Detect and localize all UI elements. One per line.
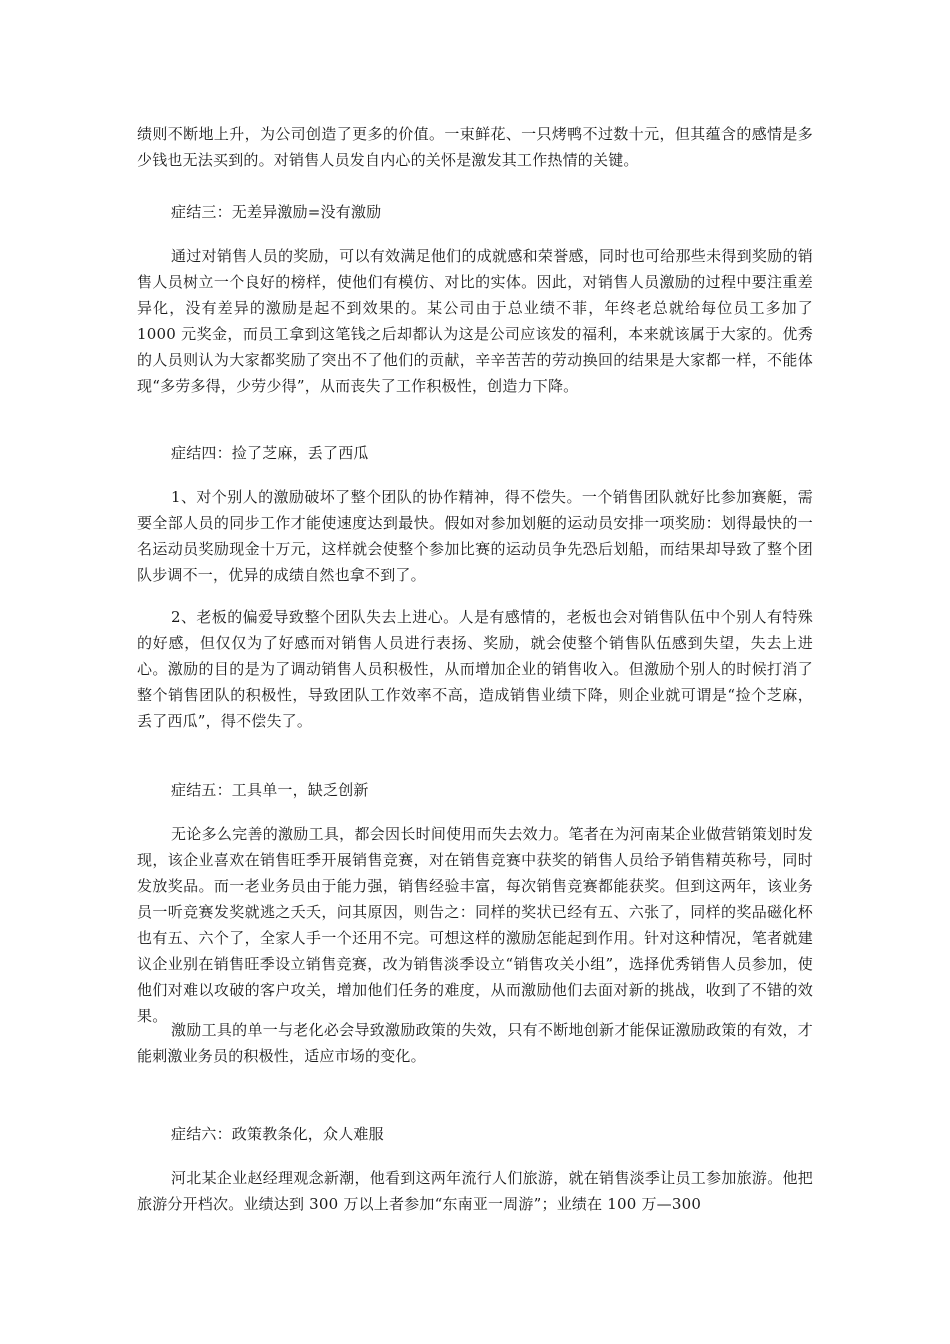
section-3-heading-block [137,199,813,225]
section-5-body-1-block [137,821,813,1029]
section-6-body-block [137,1165,813,1217]
paragraph-section-5-main: 无论多么完善的激励工具，都会因长时间使用而失去效力。笔者在为河南某企业做营销策划时发现，该企业喜欢在销售旺季开展销售竞赛，对在销售竞赛中获奖的销售人员给予销售精英称号，同时发放奖品。而一老业务员由于能力强，销售经验丰富，每次销售竞赛都能获奖。但到这两年，该业务员一听竞赛发奖就逃之夭夭，问其原因，则告之：同样的奖状已经有五、六张了，同样的奖品磁化杯也有五、六个了，全家人手一个还用不完。可想这样的激励怎能起到作用。针对这种情况，笔者就建议企业别在销售旺季设立销售竞赛，改为销售淡季设立“销售攻关小组”，选择优秀销售人员参加，使他们对难以攻破的客户攻关，增加他们任务的难度，从而激励他们去面对新的挑战，收到了不错的效果。 [137,825,813,1025]
section-4-body-2-block [137,604,813,734]
section-4-heading-block [137,440,813,466]
heading-section-3: 症结三：无差异激励=没有激励 [171,203,382,221]
intro-tail-block [137,121,813,173]
section-6-heading-block [137,1121,813,1147]
heading-section-5: 症结五：工具单一，缺乏创新 [171,781,369,799]
paragraph-section-4-item-1: 1、对个别人的激励破坏了整个团队的协作精神，得不偿失。一个销售团队就好比参加赛艇，需要全部人员的同步工作才能使速度达到最快。假如对参加划艇的运动员安排一项奖励：划得最快的一名运动员奖励现金十万元，这样就会使整个参加比赛的运动员争先恐后划船，而结果却导致了整个团队步调不一，优异的成绩自然也拿不到了。 [137,488,813,584]
paragraph-section-4-item-2: 2、老板的偏爱导致整个团队失去上进心。人是有感情的，老板也会对销售队伍中个别人有特殊的好感，但仅仅为了好感而对销售人员进行表扬、奖励，就会使整个销售队伍感到失望，失去上进心。激励的目的是为了调动销售人员积极性，从而增加企业的销售收入。但激励个别人的时候打消了整个销售团队的积极性，导致团队工作效率不高，造成销售业绩下降，则企业就可谓是“捡个芝麻，丢了西瓜”，得不偿失了。 [137,608,813,730]
paragraph-section-5-conclusion: 激励工具的单一与老化必会导致激励政策的失效，只有不断地创新才能保证激励政策的有效，才能刺激业务员的积极性，适应市场的变化。 [137,1021,813,1065]
heading-section-6: 症结六：政策教条化，众人难服 [171,1125,384,1143]
section-4-body-1-block [137,484,813,588]
section-3-body-block [137,243,813,399]
section-5-heading-block [137,777,813,803]
heading-section-4: 症结四：捡了芝麻，丢了西瓜 [171,444,369,462]
paragraph-section-6: 河北某企业赵经理观念新潮，他看到这两年流行人们旅游，就在销售淡季让员工参加旅游。他把旅游分开档次。业绩达到 300 万以上者参加“东南亚一周游”；业绩在 100 万—300 [137,1169,813,1213]
paragraph-intro-tail: 绩则不断地上升，为公司创造了更多的价值。一束鲜花、一只烤鸭不过数十元，但其蕴含的感情是多少钱也无法买到的。对销售人员发自内心的关怀是激发其工作热情的关键。 [137,125,813,169]
section-5-body-2-block [137,1017,813,1069]
paragraph-section-3: 通过对销售人员的奖励，可以有效满足他们的成就感和荣誉感，同时也可给那些未得到奖励的销售人员树立一个良好的榜样，使他们有模仿、对比的实体。因此，对销售人员激励的过程中要注重差异化，没有差异的激励是起不到效果的。某公司由于总业绩不菲，年终老总就给每位员工多加了 1000 元奖金，而员工拿到这笔钱之后却都认为这是公司应该发的福利，本来就该属于大家的。优秀的人员则认为大家都奖励了突出不了他们的贡献，辛辛苦苦的劳动换回的结果是大家都一样，不能体现“多劳多得，少劳少得”，从而丧失了工作积极性，创造力下降。 [137,247,813,395]
